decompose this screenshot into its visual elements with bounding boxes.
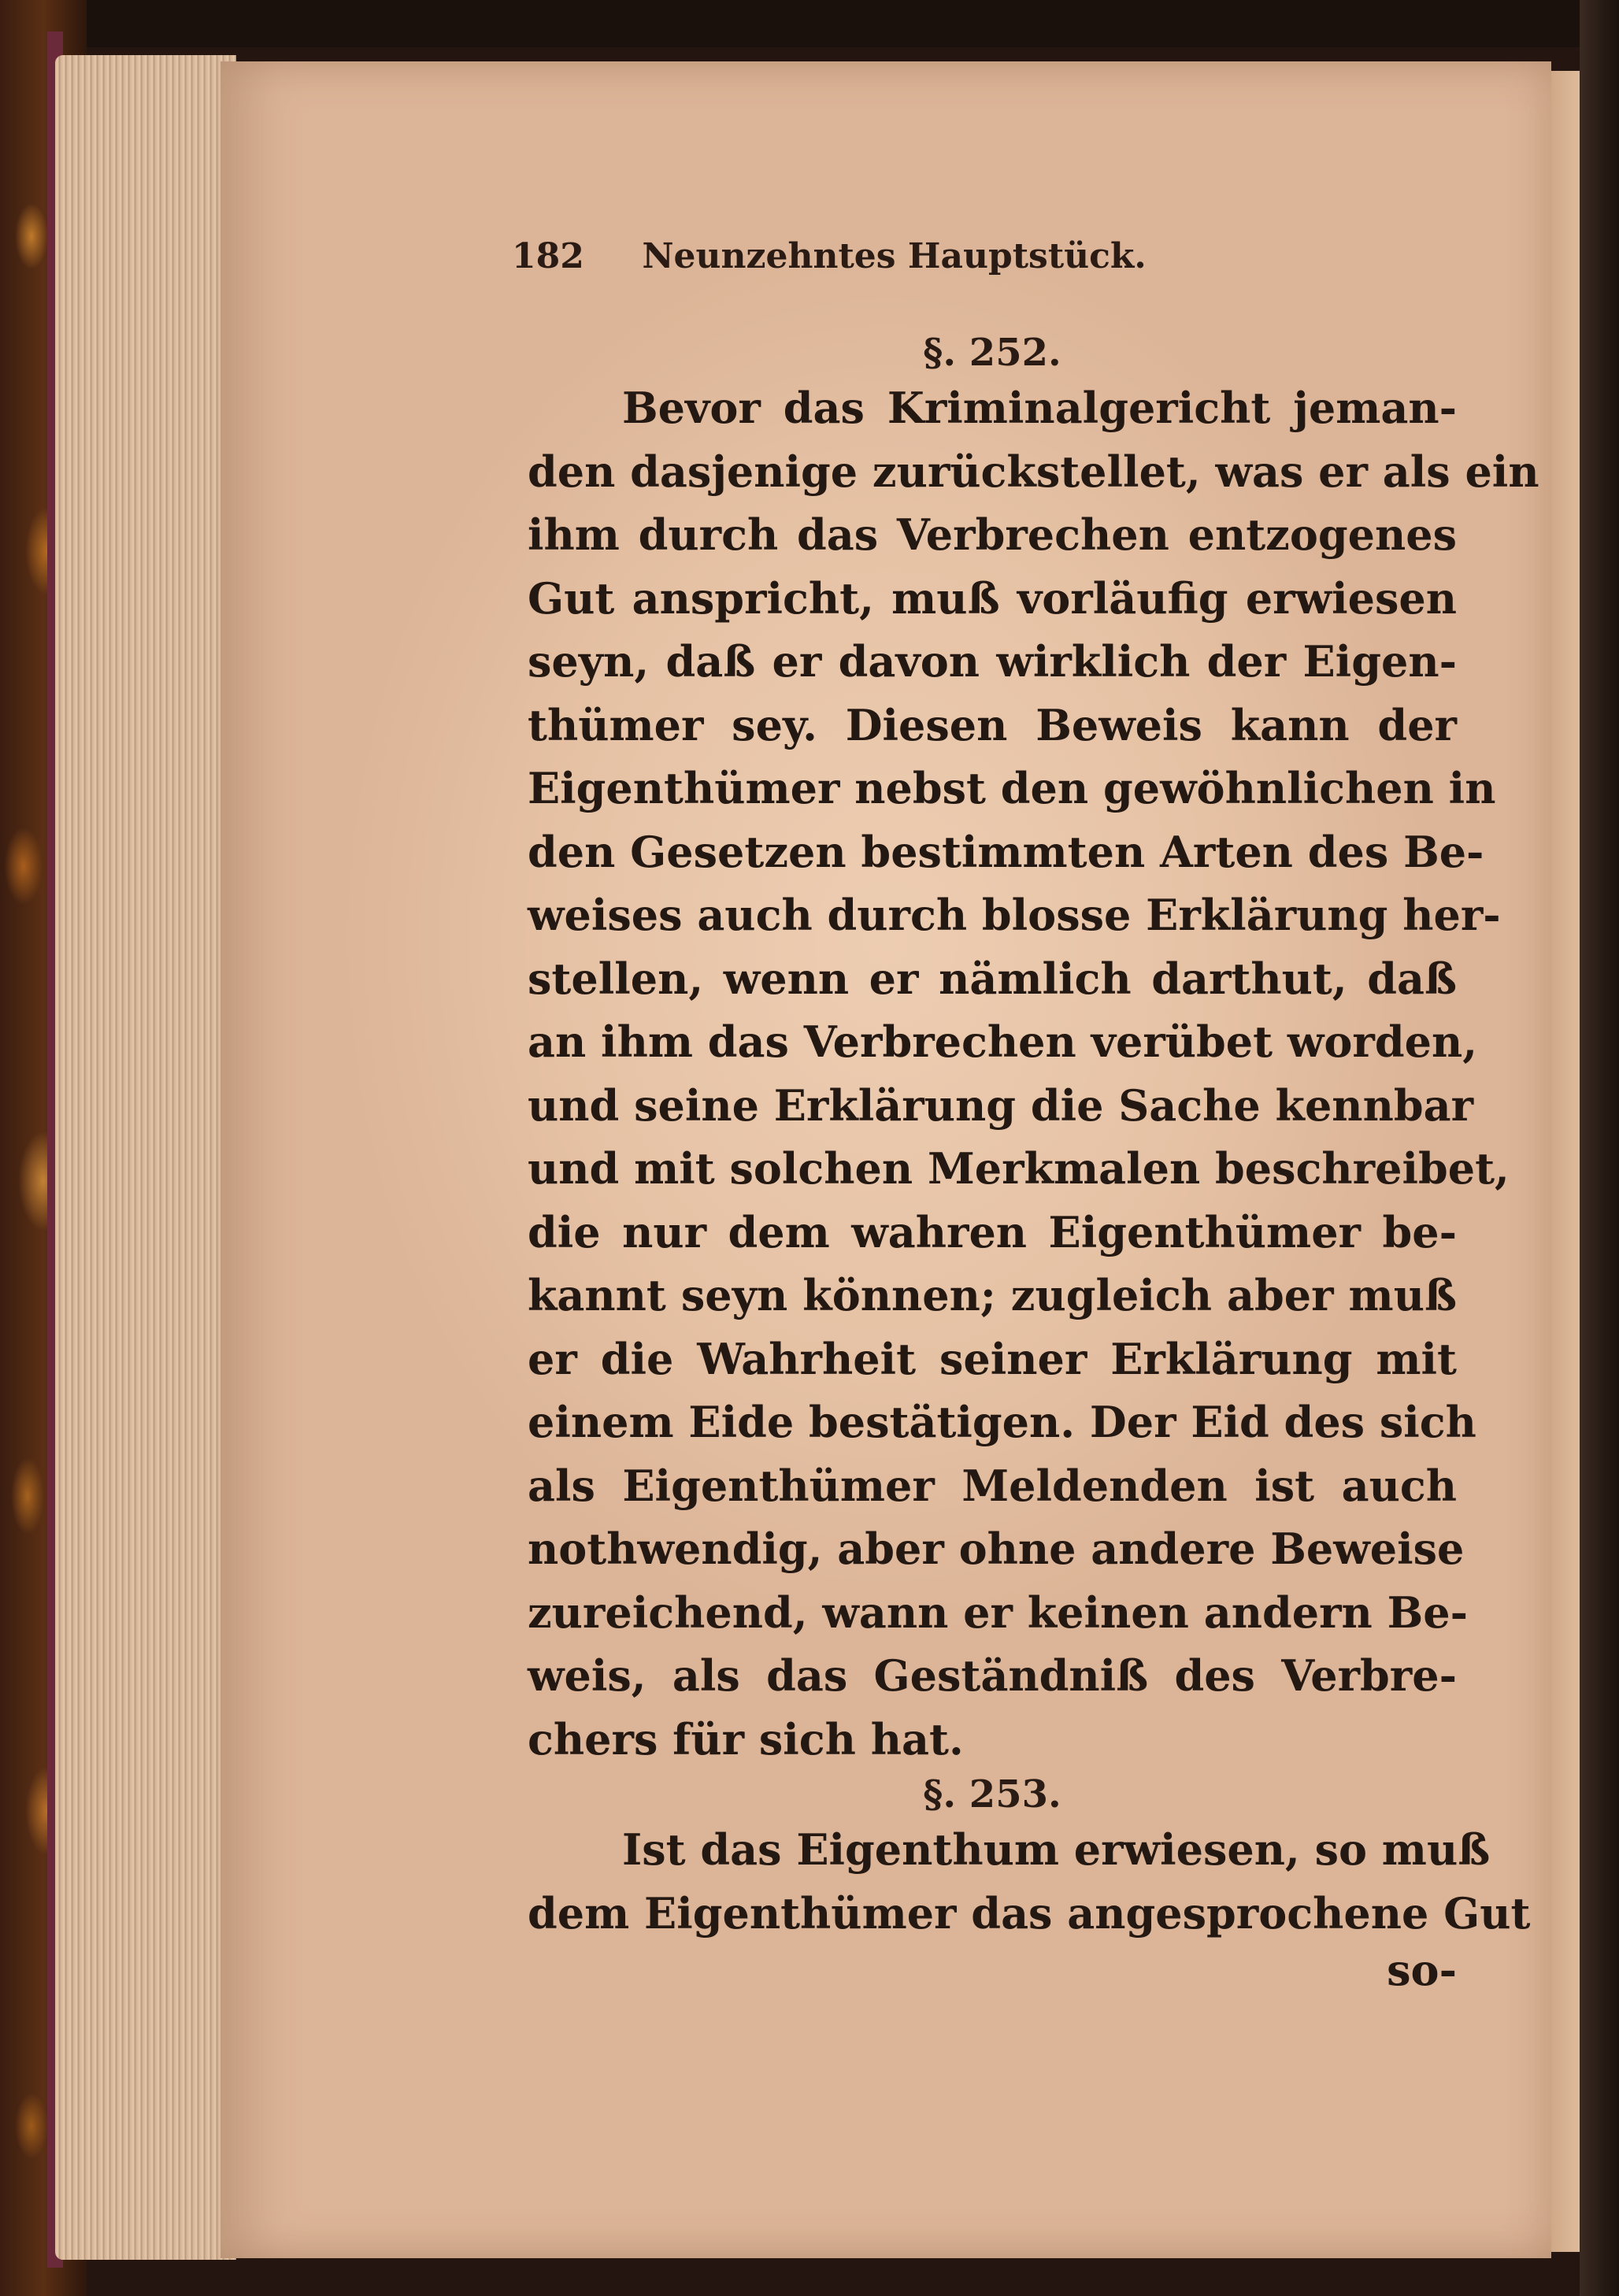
background-right (1580, 0, 1619, 2296)
page-number: 182 (512, 236, 584, 276)
text-line: seyn, daß er davon wirklich der Eigen- (528, 636, 1457, 687)
text-line: thümer sey. Diesen Beweis kann der (528, 699, 1457, 750)
text-line: kannt seyn können; zugleich aber muß (528, 1270, 1457, 1320)
section-heading: §. 253. (923, 1772, 1061, 1816)
text-line: dem Eigenthümer das angesprochene Gut (528, 1887, 1531, 1939)
text-line: weises auch durch blosse Erklärung her- (528, 890, 1501, 940)
text-line: nothwendig, aber ohne andere Beweise (528, 1524, 1465, 1574)
page-edges (55, 55, 236, 2260)
text-line: zureichend, wann er keinen andern Be- (528, 1587, 1469, 1638)
text-line: Ist das Eigenthum erwiesen, so muß (622, 1824, 1491, 1875)
text-line: Bevor das Kriminalgericht jeman- (622, 383, 1457, 433)
text-line: ihm durch das Verbrechen entzogenes (528, 509, 1457, 560)
text-line: an ihm das Verbrechen verübet worden, (528, 1017, 1478, 1067)
text-line: chers für sich hat. (528, 1713, 964, 1765)
text-line: Gut anspricht, muß vorläufig erwiesen (528, 572, 1457, 624)
background-top (0, 0, 1619, 47)
section-heading: §. 252. (923, 331, 1061, 375)
text-line: stellen, wenn er nämlich darthut, daß (528, 953, 1457, 1004)
running-title: Neunzehntes Hauptstück. (642, 236, 1147, 276)
text-line: die nur dem wahren Eigenthümer be- (528, 1206, 1457, 1257)
paragraph (528, 376, 1539, 1771)
text-line: er die Wahrheit seiner Erklärung mit (528, 1333, 1457, 1384)
text-line: den dasjenige zurückstellet, was er als ein (528, 446, 1539, 497)
catchword: so- (1387, 1945, 1457, 1995)
running-header (512, 236, 1221, 276)
text-line: den Gesetzen bestimmten Arten des Be- (528, 826, 1484, 877)
main-text (528, 329, 1539, 1995)
text-line: einem Eide bestätigen. Der Eid des sich (528, 1397, 1476, 1447)
text-line: weis, als das Geständniß des Verbre- (528, 1650, 1457, 1701)
paragraph (528, 1818, 1531, 1945)
text-line: als Eigenthümer Meldenden ist auch (528, 1460, 1457, 1511)
text-line: Eigenthümer nebst den gewöhnlichen in (528, 763, 1496, 813)
text-line: und seine Erklärung die Sache kennbar (528, 1079, 1474, 1131)
text-line: und mit solchen Merkmalen beschreibet, (528, 1143, 1510, 1194)
